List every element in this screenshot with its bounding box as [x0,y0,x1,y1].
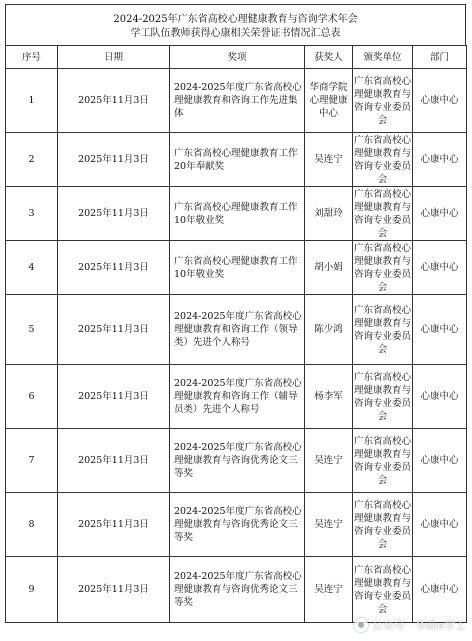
cell-award: 2024-2025年度广东省高校心理健康教育和咨询工作（领导类）先进个人称号 [170,295,305,365]
cell-dept: 心康中心 [413,241,467,295]
cell-issuer: 广东省高校心理健康教育与咨询专业委员会 [353,295,413,365]
summary-sheet [5,4,466,623]
header-winner: 获奖人 [305,46,353,69]
cell-no: 2 [6,133,58,187]
wechat-watermark [354,617,466,633]
cell-issuer: 广东省高校心理健康教育与咨询专业委员会 [353,365,413,429]
cell-winner: 吴连宁 [305,429,353,493]
header-date: 日期 [58,46,170,69]
cell-issuer: 广东省高校心理健康教育与咨询专业委员会 [353,429,413,493]
cell-award: 2024-2025年度广东省高校心理健康教育与咨询优秀论文三等奖 [170,429,305,493]
cell-dept: 心康中心 [413,365,467,429]
cell-dept: 心康中心 [413,133,467,187]
header-award: 奖项 [170,46,305,69]
table-header-row [6,46,467,69]
cell-no: 1 [6,69,58,133]
cell-no: 4 [6,241,58,295]
table-row [6,295,467,365]
table-row [6,187,467,241]
cell-issuer: 广东省高校心理健康教育与咨询专业委员会 [353,69,413,133]
wechat-account-icon [354,618,368,632]
cell-dept: 心康中心 [413,295,467,365]
cell-date: 2025年11月3日 [58,69,170,133]
cell-no: 8 [6,493,58,557]
cell-winner: 华商学院心理健康中心 [305,69,353,133]
cell-dept: 心康中心 [413,493,467,557]
cell-no: 7 [6,429,58,493]
cell-award: 2024-2025年度广东省高校心理健康教育与咨询优秀论文三等奖 [170,557,305,623]
cell-issuer: 广东省高校心理健康教育与咨询专业委员会 [353,493,413,557]
table-row [6,557,467,623]
header-dept: 部门 [413,46,467,69]
cell-date: 2025年11月3日 [58,295,170,365]
cell-award: 2024-2025年度广东省高校心理健康教育和咨询工作先进集体 [170,69,305,133]
cell-award: 广东省高校心理健康教育工作10年敬业奖 [170,187,305,241]
cell-date: 2025年11月3日 [58,241,170,295]
watermark-text: 公众号 · 华商e学工 [371,619,466,632]
cell-no: 5 [6,295,58,365]
table-row [6,493,467,557]
cell-no: 6 [6,365,58,429]
header-issuer: 颁奖单位 [353,46,413,69]
cell-issuer: 广东省高校心理健康教育与咨询专业委员会 [354,242,412,293]
title-line-1: 2024-2025年广东省高校心理健康教育与咨询学术年会 [113,14,358,25]
cell-award: 广东省高校心理健康教育工作20年奉献奖 [170,133,305,187]
title-line-2: 学工队伍教师获得心康相关荣誉证书情况汇总表 [130,28,341,39]
cell-winner: 吴连宁 [305,133,353,187]
table-row [6,241,467,295]
cell-issuer: 广东省高校心理健康教育与咨询专业委员会 [354,188,412,239]
awards-table [5,45,467,623]
cell-dept: 心康中心 [413,187,467,241]
table-row [6,133,467,187]
cell-award: 2024-2025年度广东省高校心理健康教育和咨询工作（辅导员类）先进个人称号 [170,365,305,429]
cell-date: 2025年11月3日 [58,429,170,493]
cell-date: 2025年11月3日 [58,557,170,623]
cell-winner: 陈少鸿 [305,295,353,365]
document-title [5,4,466,45]
cell-date: 2025年11月3日 [58,365,170,429]
cell-date: 2025年11月3日 [58,493,170,557]
cell-award: 广东省高校心理健康教育工作10年敬业奖 [170,241,305,295]
cell-winner: 杨李军 [305,365,353,429]
cell-dept: 心康中心 [413,429,467,493]
cell-winner: 吴连宁 [305,493,353,557]
table-row [6,69,467,133]
table-row [6,365,467,429]
cell-issuer: 广东省高校心理健康教育与咨询专业委员会 [354,134,412,185]
cell-issuer: 广东省高校心理健康教育与咨询专业委员会 [353,557,413,623]
cell-award: 2024-2025年度广东省高校心理健康教育与咨询优秀论文三等奖 [170,493,305,557]
cell-winner: 吴连宁 [305,557,353,623]
cell-dept: 心康中心 [413,557,467,623]
header-no: 序号 [6,46,58,69]
cell-no: 3 [6,187,58,241]
cell-winner: 胡小娟 [305,241,353,295]
cell-dept: 心康中心 [413,69,467,133]
cell-date: 2025年11月3日 [58,133,170,187]
cell-winner: 刘甜玲 [305,187,353,241]
table-row [6,429,467,493]
cell-date: 2025年11月3日 [58,187,170,241]
cell-no: 9 [6,557,58,623]
